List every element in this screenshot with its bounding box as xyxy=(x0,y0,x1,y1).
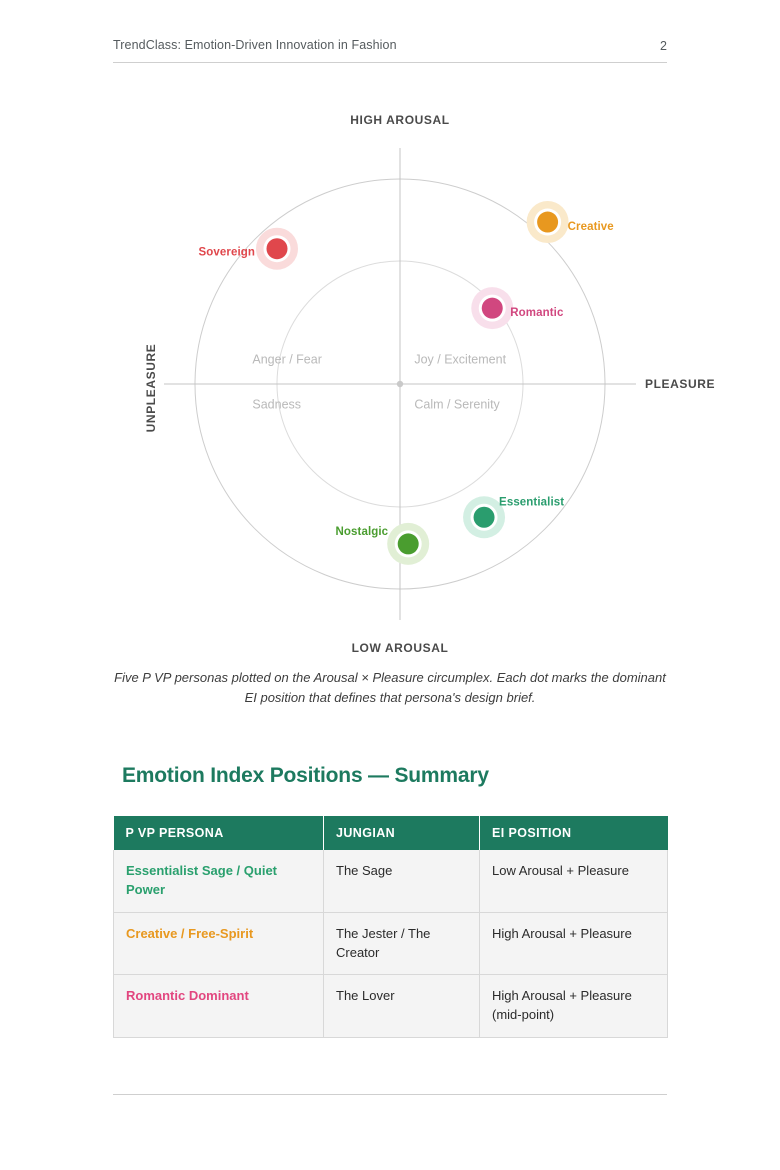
figure-caption xyxy=(113,668,667,708)
summary-table-container xyxy=(113,816,667,1038)
header-title: TrendClass: Emotion-Driven Innovation in Fashion xyxy=(113,38,397,52)
data-point-label: Sovereign xyxy=(198,246,255,259)
cell-ei-position: High Arousal + Pleasure xyxy=(480,912,668,975)
cell-jungian: The Sage xyxy=(324,850,480,912)
footer-divider xyxy=(113,1094,667,1095)
circumplex-figure xyxy=(0,104,780,655)
data-point-creative[interactable] xyxy=(527,201,614,243)
data-point-core xyxy=(474,507,495,528)
data-point-core xyxy=(482,298,503,319)
summary-table xyxy=(113,816,668,1038)
axis-label-unpleasure: UNPLEASURE xyxy=(144,343,158,433)
origin-marker xyxy=(397,381,403,387)
cell-jungian: The Jester / The Creator xyxy=(324,912,480,975)
data-point-core xyxy=(267,238,288,259)
quadrant-label-upper-left: Anger / Fear xyxy=(252,352,322,367)
column-header-ei-position: EI POSITION xyxy=(480,816,668,850)
section-heading: Emotion Index Positions — Summary xyxy=(122,764,489,787)
header-page-number: 2 xyxy=(660,39,667,53)
data-point-core xyxy=(398,533,419,554)
axis-label-low-arousal: LOW AROUSAL xyxy=(351,641,449,655)
document-header xyxy=(113,38,667,63)
quadrant-label-upper-right: Joy / Excitement xyxy=(414,352,507,367)
table-row xyxy=(114,975,668,1038)
table-header-row xyxy=(114,816,668,850)
quadrant-label-lower-left: Sadness xyxy=(252,397,302,412)
data-point-sovereign[interactable] xyxy=(198,228,298,270)
table-body xyxy=(114,850,668,1038)
figure-caption-line-1: Five P VP personas plotted on the Arousal × Pleasure circumplex. Each dot marks xyxy=(114,670,588,685)
cell-ei-position: High Arousal + Pleasure (mid-point) xyxy=(480,975,668,1038)
data-point-nostalgic[interactable] xyxy=(336,523,430,565)
data-point-essentialist[interactable] xyxy=(463,496,564,538)
cell-persona: Essentialist Sage / Quiet Power xyxy=(114,850,324,912)
axis-label-high-arousal: HIGH AROUSAL xyxy=(350,113,450,127)
table-row xyxy=(114,912,668,975)
data-point-core xyxy=(537,212,558,233)
cell-jungian: The Lover xyxy=(324,975,480,1038)
data-point-label: Romantic xyxy=(510,307,564,320)
data-point-label: Nostalgic xyxy=(335,525,389,538)
cell-persona: Creative / Free-Spirit xyxy=(114,912,324,975)
quadrant-label-lower-right: Calm / Serenity xyxy=(414,397,500,412)
circumplex-chart xyxy=(0,104,780,655)
column-header-persona: P VP PERSONA xyxy=(114,816,324,850)
data-point-label: Essentialist xyxy=(499,496,565,509)
cell-ei-position: Low Arousal + Pleasure xyxy=(480,850,668,912)
data-point-label: Creative xyxy=(567,221,614,234)
column-header-jungian: JUNGIAN xyxy=(324,816,480,850)
cell-persona: Romantic Dominant xyxy=(114,975,324,1038)
axis-label-pleasure: PLEASURE xyxy=(645,377,716,391)
table-row xyxy=(114,850,668,912)
data-point-romantic[interactable] xyxy=(471,287,564,329)
figure-caption-line-2: the dominant EI position that defines that persona's design brief. xyxy=(244,670,666,706)
table-head xyxy=(114,816,668,850)
